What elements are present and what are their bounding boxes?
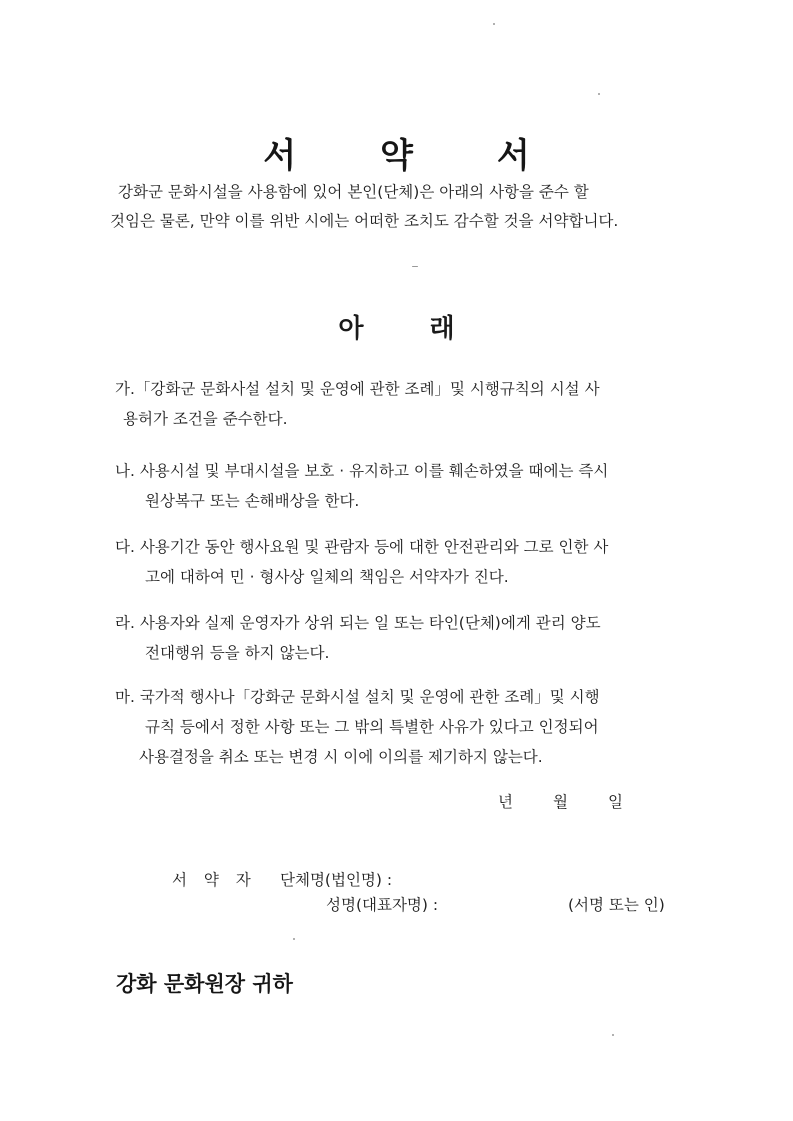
- section-title-char-1: 아: [338, 314, 364, 344]
- date-day: 일: [607, 793, 623, 811]
- clause-ga: [115, 374, 695, 434]
- clause-ra-line-2: 전대행위 등을 하지 않는다.: [145, 644, 330, 662]
- document-title: [0, 128, 793, 177]
- date-month: 월: [552, 793, 568, 811]
- scan-speck: [412, 266, 418, 267]
- clause-ma-line-2: 규칙 등에서 정한 사항 또는 그 밖의 특별한 사유가 있다고 인정되어: [145, 718, 599, 736]
- intro-line-2: 것임은 물론, 만약 이를 위반 시에는 어떠한 조치도 감수할 것을 서약합니다.: [110, 212, 619, 230]
- date-line: [498, 790, 623, 812]
- title-char-3: 서: [496, 136, 530, 176]
- clause-na: [115, 456, 695, 516]
- clause-da-line-2: 고에 대하여 민 · 형사상 일체의 책임은 서약자가 진다.: [145, 568, 509, 586]
- clause-ma-line-1: 마. 국가적 행사나「강화군 문화시설 설치 및 운영에 관한 조례」및 시행: [115, 688, 600, 706]
- clause-na-line-2: 원상복구 또는 손해배상을 한다.: [145, 492, 360, 510]
- signature-seal-note: (서명 또는 인): [568, 896, 665, 914]
- clause-da: [115, 532, 695, 592]
- clause-ra: [115, 608, 695, 668]
- scan-speck: [493, 23, 495, 25]
- clause-ga-line-1: 가.「강화군 문화사설 설치 및 운영에 관한 조례」및 시행규칙의 시설 사: [115, 380, 600, 398]
- intro-paragraph: [110, 178, 690, 236]
- org-name-label: 단체명(법인명) :: [280, 871, 393, 889]
- date-year: 년: [498, 793, 513, 811]
- scan-speck: [293, 938, 295, 940]
- title-char-2: 약: [380, 136, 413, 176]
- clause-ma: [115, 682, 695, 772]
- clause-da-line-1: 다. 사용기간 동안 행사요원 및 관람자 등에 대한 안전관리와 그로 인한 사: [115, 538, 609, 556]
- representative-name-label: 성명(대표자명) :: [326, 896, 439, 914]
- scan-speck: [598, 93, 600, 95]
- clause-ga-line-2: 용허가 조건을 준수한다.: [123, 410, 288, 428]
- signer-label: 서 약 자: [172, 871, 257, 889]
- addressee: 강화 문화원장 귀하: [116, 972, 293, 996]
- title-char-1: 서: [263, 136, 297, 176]
- intro-line-1: 강화군 문화시설을 사용함에 있어 본인(단체)은 아래의 사항을 준수 할: [118, 183, 589, 201]
- clause-na-line-1: 나. 사용시설 및 부대시설을 보호 · 유지하고 이를 훼손하였을 때에는 즉시: [115, 462, 609, 480]
- scan-speck: [612, 1034, 614, 1036]
- section-title: [0, 308, 793, 345]
- clause-ra-line-1: 라. 사용자와 실제 운영자가 상위 되는 일 또는 타인(단체)에게 관리 양도: [115, 614, 601, 632]
- clause-ma-line-3: 사용결정을 취소 또는 변경 시 이에 이의를 제기하지 않는다.: [139, 748, 543, 766]
- section-title-char-2: 래: [429, 314, 455, 344]
